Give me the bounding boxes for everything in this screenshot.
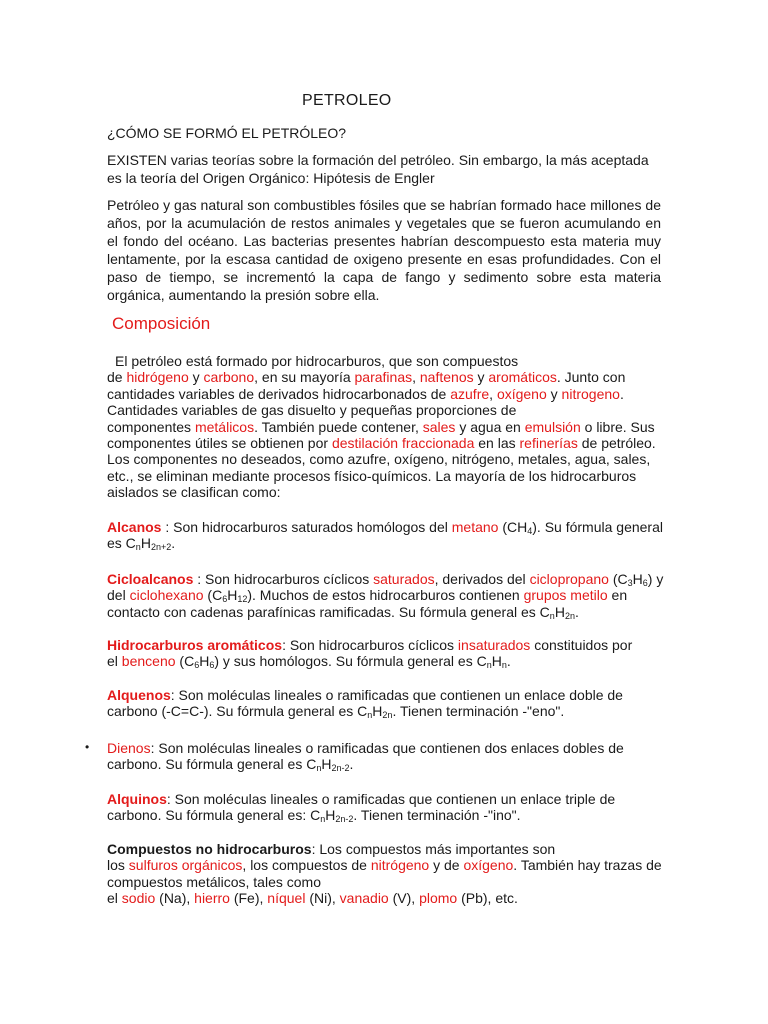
list-bullet: • — [85, 740, 90, 754]
link-ciclopropano[interactable]: ciclopropano — [529, 571, 609, 587]
link-nitrogeno-compuestos[interactable]: nitrógeno — [370, 857, 430, 874]
term-alquenos: Alquenos — [107, 687, 171, 703]
text-line: etc., se eliminan mediante procesos físico-químicos. La mayoría de los hidrocarburos — [107, 467, 637, 484]
term-alcanos: Alcanos — [107, 519, 162, 535]
section-question: ¿CÓMO SE FORMÓ EL PETRÓLEO? — [107, 125, 347, 141]
link-azufre[interactable]: azufre — [450, 385, 490, 402]
link-hierro[interactable]: hierro — [194, 890, 230, 907]
link-plomo[interactable]: plomo — [419, 890, 458, 907]
text-line: Cicloalcanos : Son hidrocarburos cíclicos saturados, derivados del ciclopropano $(C_3H_6)$ y — [107, 571, 664, 588]
link-metano[interactable]: metano — [451, 519, 499, 535]
page-title: PETROLEO — [302, 92, 392, 109]
link-dienos[interactable]: Dienos — [107, 740, 151, 756]
term-alquinos: Alquinos — [107, 791, 167, 807]
term-hidrocarburos-aromaticos: Hidrocarburos aromáticos — [107, 637, 283, 653]
alcanos-entry — [107, 519, 667, 552]
link-saturados[interactable]: saturados — [373, 571, 435, 587]
term-compuestos-no-hidrocarburos: Compuestos no hidrocarburos — [107, 841, 312, 857]
link-sales[interactable]: sales — [422, 418, 456, 435]
text-line: componentes útiles se obtienen por destilación fraccionada en las refinerías de petróleo. — [107, 435, 656, 452]
link-oxigeno-compuestos[interactable]: oxígeno — [463, 857, 514, 874]
text-line: el benceno $(C_6H_6)$ y sus homólogos. Su fórmula general es $C_nH_n$. — [107, 653, 511, 671]
link-vanadio[interactable]: vanadio — [339, 890, 389, 907]
text-line: componentes metálicos. También puede contener, sales y agua en emulsión o libre. Sus — [107, 418, 655, 435]
text-line: Hidrocarburos aromáticos: Son hidrocarburos cíclicos insaturados constituidos por — [107, 637, 633, 653]
text-line: de hidrógeno y carbono, en su mayoría parafinas, naftenos y aromáticos. Junto con — [107, 369, 626, 386]
alquinos-entry — [107, 791, 667, 824]
link-carbono[interactable]: carbono — [203, 369, 255, 386]
text-line: Alcanos : Son hidrocarburos saturados homólogos del metano $(CH_4)$. Su fórmula general — [107, 519, 663, 536]
text-line: carbono (-C=C-). Su fórmula general es $C_nH_{2n}$. Tienen terminación -"eno". — [107, 703, 565, 721]
link-metalicos[interactable]: metálicos — [194, 418, 255, 435]
link-niquel[interactable]: níquel — [267, 890, 306, 907]
text-line: carbono. Su fórmula general es $C_nH_{2n-2}$. — [107, 756, 354, 774]
cicloalcanos-entry — [107, 571, 667, 620]
text-line: del ciclohexano $(C_6H_{12})$. Muchos de estos hidrocarburos contienen grupos metilo en — [107, 587, 628, 605]
text-line: cantidades variables de derivados hidrocarbonados de azufre, oxígeno y nitrogeno. — [107, 385, 624, 402]
alquenos-entry — [107, 687, 667, 720]
text-line: Alquinos: Son moléculas lineales o ramificadas que contienen un enlace triple de — [107, 791, 616, 807]
text-line: Cantidades variables de gas disuelto y pequeñas proporciones de — [107, 402, 517, 419]
aromaticos-entry — [107, 637, 667, 670]
text-line: Los componentes no deseados, como azufre, oxígeno, nitrógeno, metales, agua, sales, — [107, 451, 651, 468]
link-emulsion[interactable]: emulsión — [524, 418, 581, 435]
composition-paragraph — [107, 353, 667, 501]
link-oxigeno[interactable]: oxígeno — [496, 385, 547, 402]
intro-paragraph: EXISTEN varias teorías sobre la formación del petróleo. Sin embargo, la más aceptada es la teoría del Origen Orgánico: Hipótesis de Engler — [107, 152, 649, 186]
link-ciclohexano[interactable]: ciclohexano — [129, 587, 204, 604]
text-line: Dienos: Son moléculas lineales o ramificadas que contienen dos enlaces dobles de — [107, 740, 624, 756]
text-line: el sodio (Na), hierro (Fe), níquel (Ni), vanadio (V), plomo (Pb), etc. — [107, 890, 518, 907]
text-line: Alquenos: Son moléculas lineales o ramificadas que contienen un enlace doble de — [107, 687, 623, 703]
link-parafinas[interactable]: parafinas — [354, 369, 413, 386]
composition-heading: Composición — [112, 314, 211, 333]
term-cicloalcanos: Cicloalcanos — [107, 571, 194, 587]
text-line: carbono. Su fórmula general es: $C_nH_{2n-2}$. Tienen terminación -"ino". — [107, 807, 521, 825]
link-sodio[interactable]: sodio — [121, 890, 156, 907]
link-grupos-metilo[interactable]: grupos metilo — [523, 587, 608, 604]
link-hidrogeno[interactable]: hidrógeno — [126, 369, 189, 386]
origin-paragraph: Petróleo y gas natural son combustibles fósiles que se habrían formado hace millones de años, por la acumulación de restos animales y vegetales que se fueron acumulando en el fondo del océano. Las bacterias presentes habrían descompuesto esta materia muy lentamente, por la escasa cantidad de oxigeno presente en esas profundidades. Con el paso de tiempo, se incrementó la capa de fango y sedimento sobre esta materia orgánica, aumentando la presión sobre ella. — [107, 197, 661, 303]
link-insaturados[interactable]: insaturados — [457, 637, 531, 653]
text-line: los sulfuros orgánicos, los compuestos de nitrógeno y de oxígeno. También hay trazas de — [107, 857, 662, 874]
link-refinerias[interactable]: refinerías — [519, 435, 578, 452]
link-benceno[interactable]: benceno — [121, 653, 176, 670]
link-nitrogeno[interactable]: nitrogeno — [561, 385, 620, 402]
link-aromaticos[interactable]: aromáticos — [488, 369, 557, 386]
dienos-entry — [107, 740, 667, 773]
link-sulfuros-organicos[interactable]: sulfuros orgánicos — [128, 857, 243, 874]
text-line: es $C_nH_{2n+2}$. — [107, 535, 176, 553]
no-hidrocarburos-entry — [107, 841, 667, 907]
text-line: compuestos metálicos, tales como — [107, 873, 321, 890]
text-line: contacto con cadenas parafínicas ramificadas. Su fórmula general es $C_nH_{2n}$. — [107, 603, 579, 621]
text-line: El petróleo está formado por hidrocarburos, que son compuestos — [115, 353, 519, 369]
text-line: Compuestos no hidrocarburos: Los compuestos más importantes son — [107, 841, 556, 857]
link-destilacion-fraccionada[interactable]: destilación fraccionada — [331, 435, 475, 452]
link-naftenos[interactable]: naftenos — [419, 369, 474, 386]
text-line: aislados se clasifican como: — [107, 484, 281, 501]
